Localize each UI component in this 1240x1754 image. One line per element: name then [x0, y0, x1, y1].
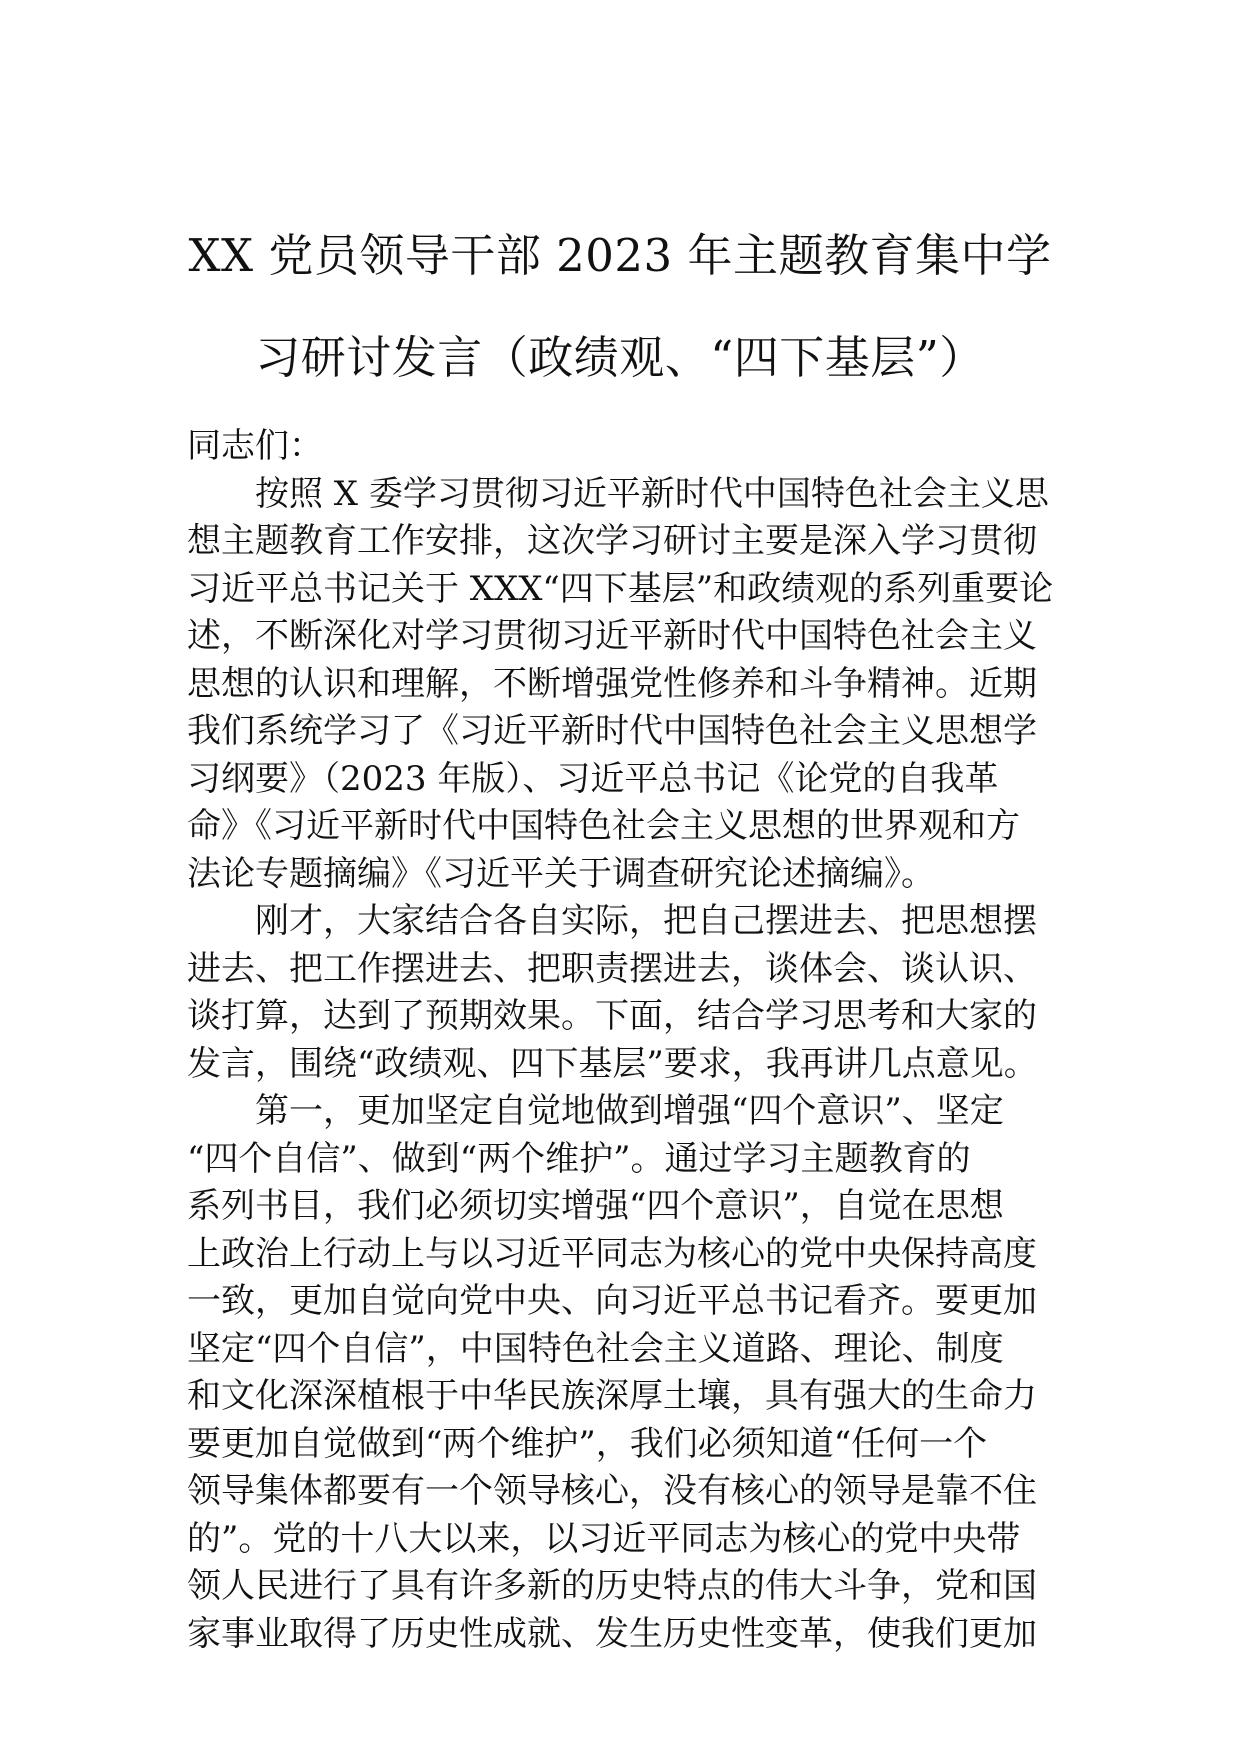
title-line-2: 习研讨发言（政绩观、“四下基层”）	[255, 331, 985, 384]
paragraph-line: 想主题教育工作安排，这次学习研讨主要是深入学习贯彻	[187, 521, 1037, 561]
paragraph-line: 命》《习近平新时代中国特色社会主义思想的世界观和方	[187, 806, 1020, 846]
paragraph-1	[187, 471, 1057, 899]
title-line-1: XX 党员领导干部 2023 年主题教育集中学	[188, 229, 1052, 282]
paragraph-line: 思想的认识和理解，不断增强党性修养和斗争精神。近期	[187, 663, 1037, 704]
paragraph-line: 按照 X 委学习贯彻习近平新时代中国特色社会主义思	[255, 473, 1049, 514]
paragraph-line: 系列书目，我们必须切实增强“四个意识”，自觉在思想	[187, 1186, 1004, 1226]
paragraph-line: 一致，更加自觉向党中央、向习近平总书记看齐。要更加	[187, 1281, 1037, 1321]
paragraph-line: 我们系统学习了《习近平新时代中国特色社会主义思想学	[187, 711, 1037, 751]
paragraph-line: 谈打算，达到了预期效果。下面，结合学习思考和大家的	[187, 996, 1037, 1036]
paragraph-line: 和文化深深植根于中华民族深厚土壤，具有强大的生命力	[187, 1376, 1037, 1416]
paragraph-line: 进去、把工作摆进去、把职责摆进去，谈体会、谈认识、	[187, 948, 1037, 989]
paragraph-2	[187, 898, 1057, 1088]
paragraph-line: 第一，更加坚定自觉地做到增强“四个意识”、坚定	[255, 1091, 1004, 1131]
paragraph-line: 家事业取得了历史性成就、发生历史性变革，使我们更加	[187, 1613, 1037, 1654]
document-body	[187, 423, 1057, 1658]
paragraph-line: 领人民进行了具有许多新的历史特点的伟大斗争，党和国	[187, 1566, 1037, 1606]
paragraph-line: 习纲要》（2023 年版）、习近平总书记《论党的自我革	[187, 758, 999, 799]
paragraph-line: 法论专题摘编》《习近平关于调查研究论述摘编》。	[187, 853, 935, 894]
paragraph-line: 发言，围绕“政绩观、四下基层”要求，我再讲几点意见。	[187, 1043, 1038, 1084]
paragraph-line: 上政治上行动上与以习近平同志为核心的党中央保持高度	[187, 1233, 1037, 1274]
paragraph-line: 的”。党的十八大以来，以习近平同志为核心的党中央带	[187, 1518, 1021, 1559]
paragraph-3	[187, 1088, 1057, 1658]
salutation: 同志们：	[187, 426, 323, 466]
paragraph-line: “四个自信”、做到“两个维护”。通过学习主题教育的	[187, 1138, 971, 1179]
paragraph-line: 习近平总书记关于 XXX“四下基层”和政绩观的系列重要论	[187, 568, 1054, 609]
paragraph-line: 刚才，大家结合各自实际，把自己摆进去、把思想摆	[255, 901, 1037, 941]
paragraph-line: 述，不断深化对学习贯彻习近平新时代中国特色社会主义	[187, 616, 1037, 656]
paragraph-line: 领导集体都要有一个领导核心，没有核心的领导是靠不住	[187, 1471, 1037, 1511]
paragraph-line: 要更加自觉做到“两个维护”，我们必须知道“任何一个	[187, 1423, 988, 1464]
document-title	[180, 205, 1060, 409]
paragraph-line: 坚定“四个自信”，中国特色社会主义道路、理论、制度	[187, 1328, 1004, 1369]
